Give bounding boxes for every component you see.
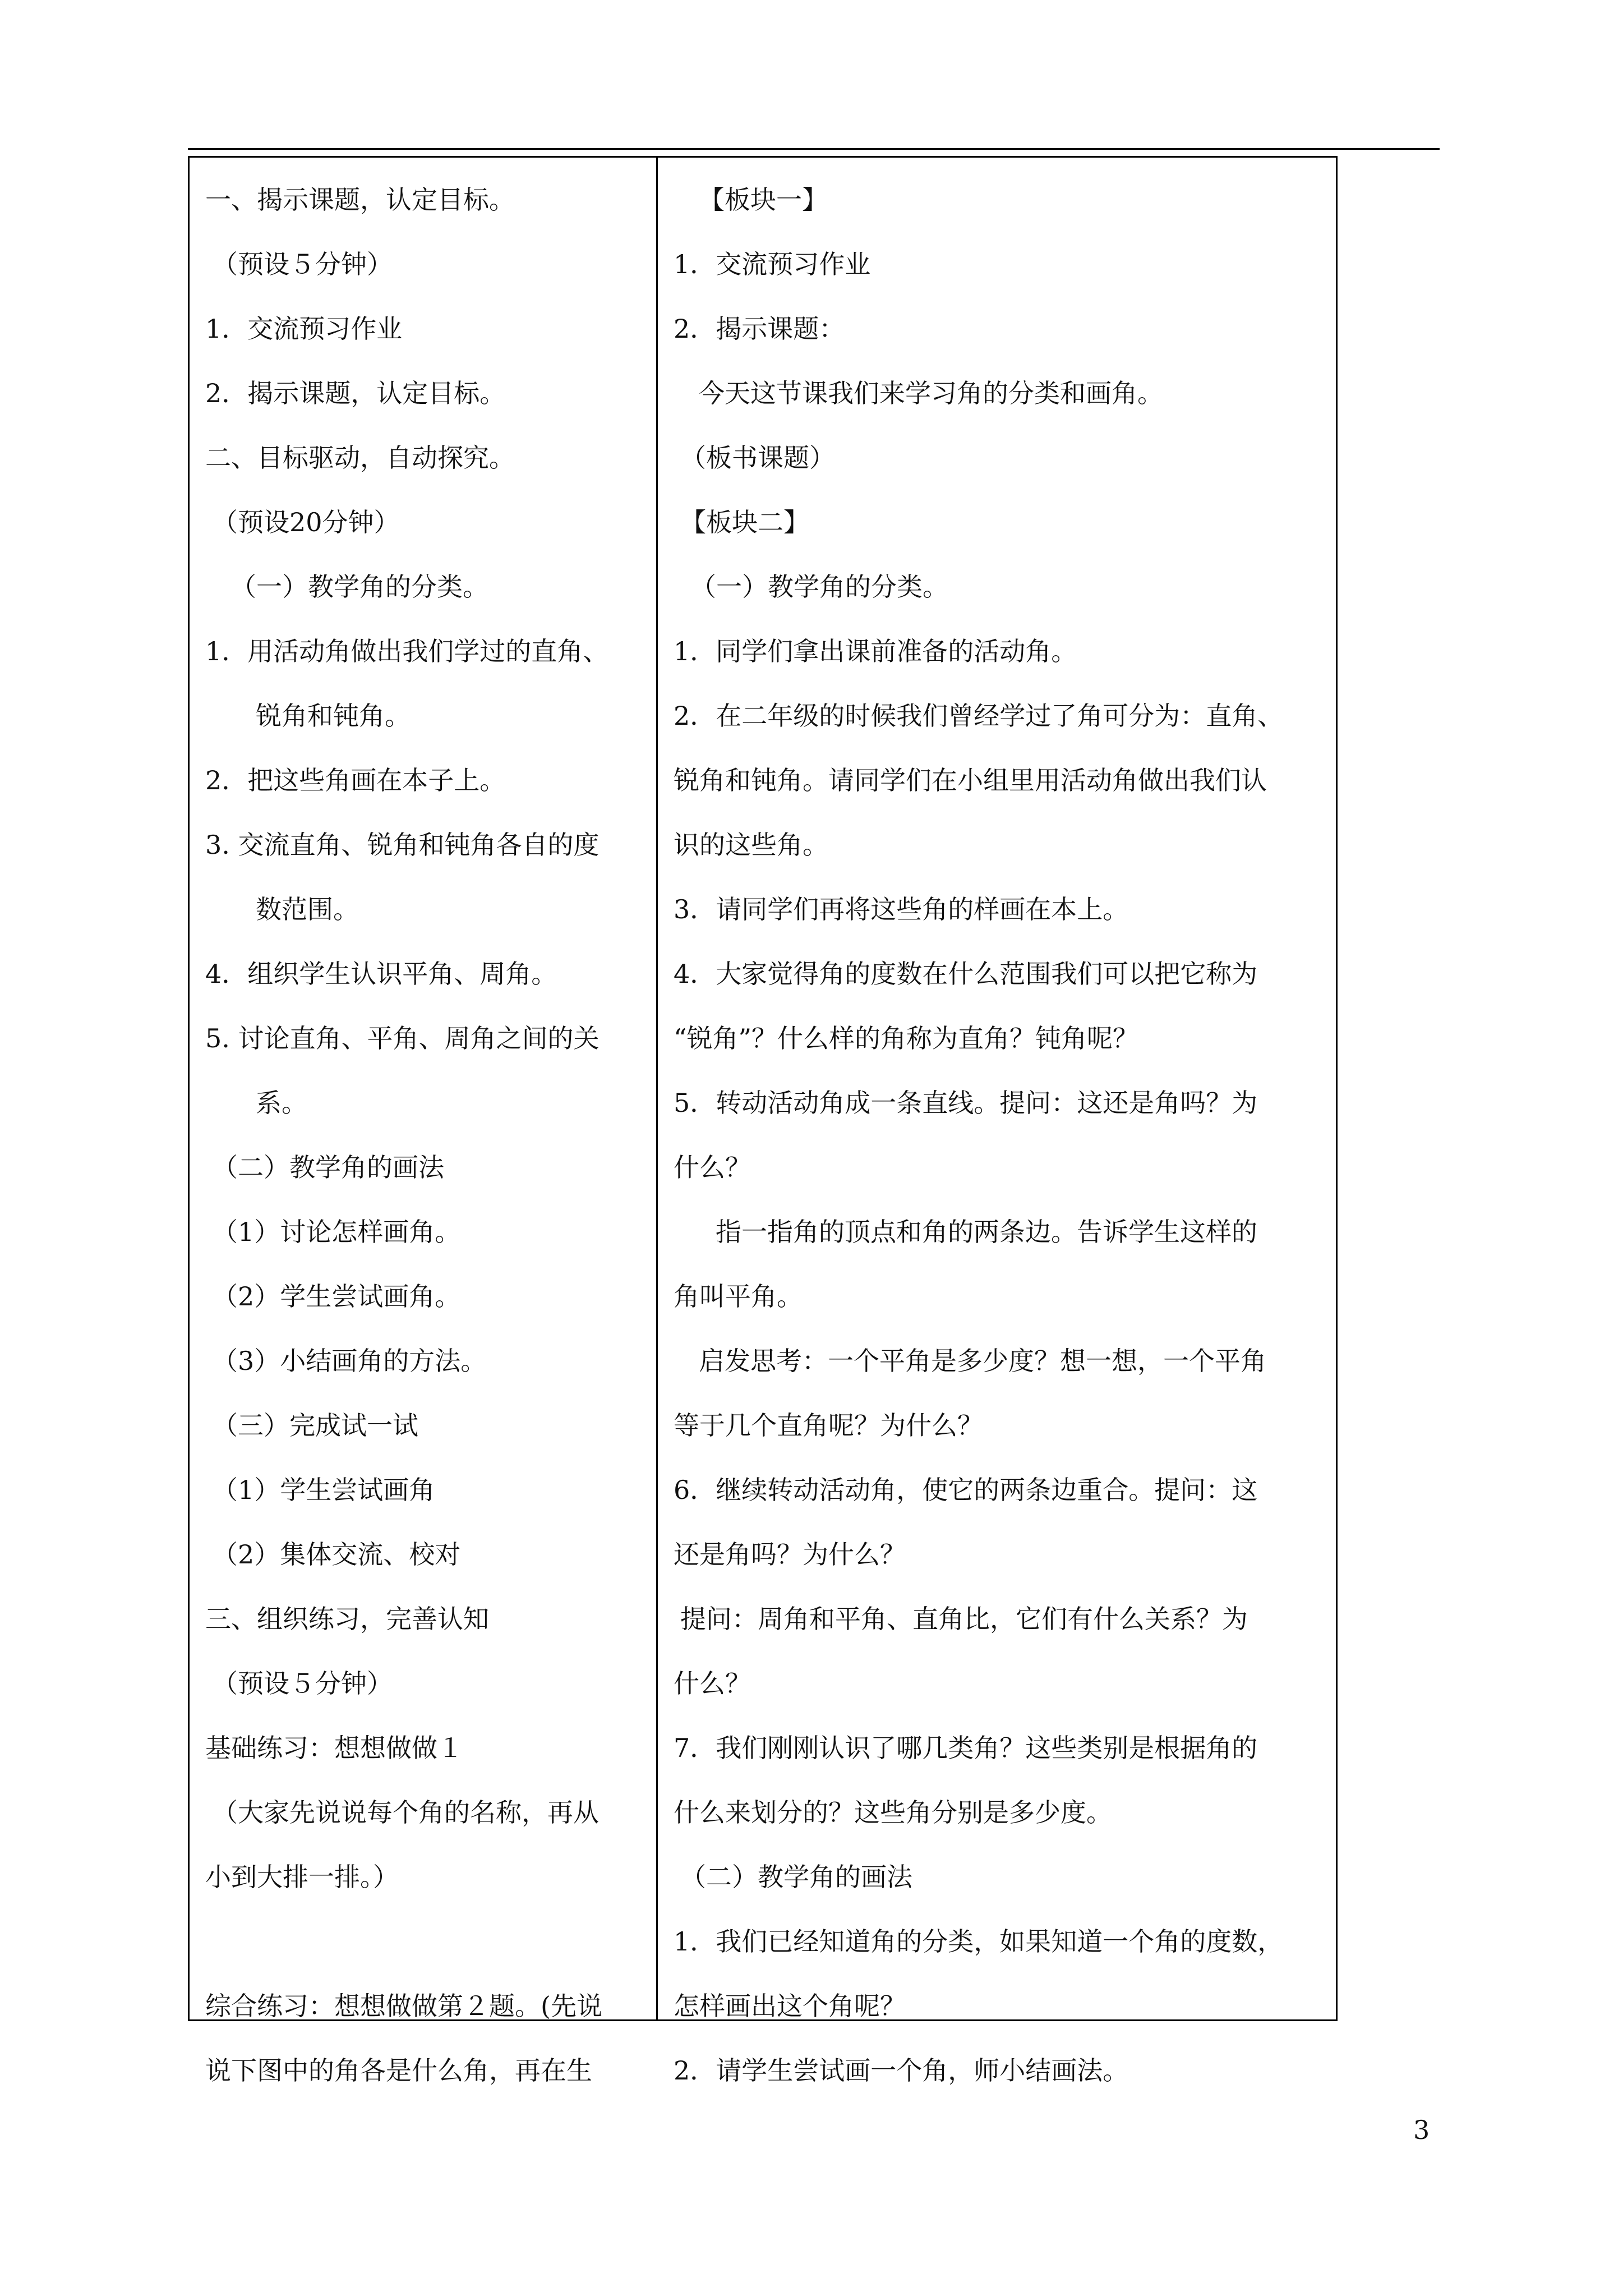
right-column-line: 1．同学们拿出课前准备的活动角。 [674,636,1077,666]
right-column-lines [674,168,1327,2103]
left-column-line: 3. 交流直角、锐角和钝角各自的度 [205,830,600,860]
left-column-line: 小到大排一排。） [205,1862,399,1892]
right-column-line: 指一指角的顶点和角的两条边。告诉学生这样的 [716,1217,1257,1247]
right-column-line: 2．请学生尝试画一个角，师小结画法。 [674,2055,1129,2086]
right-column-line: 1．我们已经知道角的分类，如果知道一个角的度数， [674,1926,1284,1957]
left-column-line: 2．把这些角画在本子上。 [205,765,506,795]
right-column-line: “锐角”？什么样的角称为直角？钝角呢？ [674,1023,1139,1053]
left-column-line: （预设20分钟） [212,507,400,537]
right-column-line: 3．请同学们再将这些角的样画在本上。 [674,894,1129,924]
right-column-line: 2．揭示课题： [674,314,845,344]
left-column-line: 2．揭示课题，认定目标。 [205,378,506,408]
right-column-line: （板书课题） [680,443,835,473]
right-column-line: 什么来划分的？这些角分别是多少度。 [674,1797,1112,1828]
right-column-line: 4．大家觉得角的度数在什么范围我们可以把它称为 [674,959,1258,989]
left-column-line: 三、组织练习，完善认知 [205,1604,489,1634]
left-column-line: （一）教学角的分类。 [230,572,488,602]
right-column-line: 角叫平角。 [674,1281,803,1312]
right-column-line: 5．转动活动角成一条直线。提问：这还是角吗？为 [674,1088,1258,1118]
left-column-line: （三）完成试一试 [212,1410,418,1441]
left-column-line: 数范围。 [256,894,359,924]
left-column-line: （2）学生尝试画角。 [212,1281,461,1312]
left-column-line: 锐角和钝角。 [256,701,411,731]
right-column-line: 2．在二年级的时候我们曾经学过了角可分为：直角、 [674,701,1284,731]
left-column-line: （2）集体交流、校对 [212,1539,461,1570]
left-column-line: （预设５分钟） [212,1668,393,1699]
left-column-line: 1．交流预习作业 [205,314,403,344]
left-column-line: 一、揭示课题，认定目标。 [205,185,515,215]
left-column-teaching-steps [190,158,658,2086]
right-column-line: 1．交流预习作业 [674,249,871,279]
right-column-line: 识的这些角。 [674,830,828,860]
left-column-line [205,1910,647,1974]
left-column-line: 基础练习：想想做做１ [205,1733,463,1763]
right-column-line: 提问：周角和平角、直角比，它们有什么关系？为 [680,1604,1248,1634]
left-column-line: 二、目标驱动，自动探究。 [205,443,515,473]
left-column-line: （3）小结画角的方法。 [212,1346,487,1376]
left-column-line: （二）教学角的画法 [212,1152,444,1182]
left-column-line: 5. 讨论直角、平角、周角之间的关 [205,1023,600,1053]
right-column-line: 锐角和钝角。请同学们在小组里用活动角做出我们认 [674,765,1267,795]
left-column-line: （1）学生尝试画角 [212,1475,435,1505]
right-column-line: 什么？ [674,1668,751,1699]
left-column-line: 说下图中的角各是什么角，再在生 [205,2055,592,2086]
lesson-plan-table [188,156,1338,2086]
right-column-line: 今天这节课我们来学习角的分类和画角。 [699,378,1163,408]
left-column-lines [205,168,647,2103]
right-column-line: 什么？ [674,1152,751,1182]
right-column-line: （二）教学角的画法 [680,1862,912,1892]
right-column-line: 7．我们刚刚认识了哪几类角？这些类别是根据角的 [674,1733,1258,1763]
right-column-line: 还是角吗？为什么？ [674,1539,906,1570]
right-column-line: 等于几个直角呢？为什么？ [674,1410,983,1441]
right-column-line: 怎样画出这个角呢？ [674,1991,906,2021]
header-rule [188,148,1440,150]
left-column-line: （1）讨论怎样画角。 [212,1217,461,1247]
right-column-line: 启发思考：一个平角是多少度？想一想，一个平角 [699,1346,1266,1376]
left-column-line: 4．组织学生认识平角、周角。 [205,959,557,989]
left-column-line: 系。 [256,1088,307,1118]
left-column-line: 综合练习：想想做做第２题。(先说 [205,1991,602,2021]
right-column-line: 【板块二】 [680,507,809,537]
right-column-line: 【板块一】 [699,185,828,215]
left-column-line: （大家先说说每个角的名称，再从 [212,1797,599,1828]
right-column-line: （一）教学角的分类。 [690,572,948,602]
page-number: 3 [1413,2115,1430,2145]
left-column-line: （预设５分钟） [212,249,393,279]
right-column-line: 6．继续转动活动角，使它的两条边重合。提问：这 [674,1475,1258,1505]
left-column-line: 1．用活动角做出我们学过的直角、 [205,636,609,666]
right-column-teaching-activities [658,158,1336,2086]
